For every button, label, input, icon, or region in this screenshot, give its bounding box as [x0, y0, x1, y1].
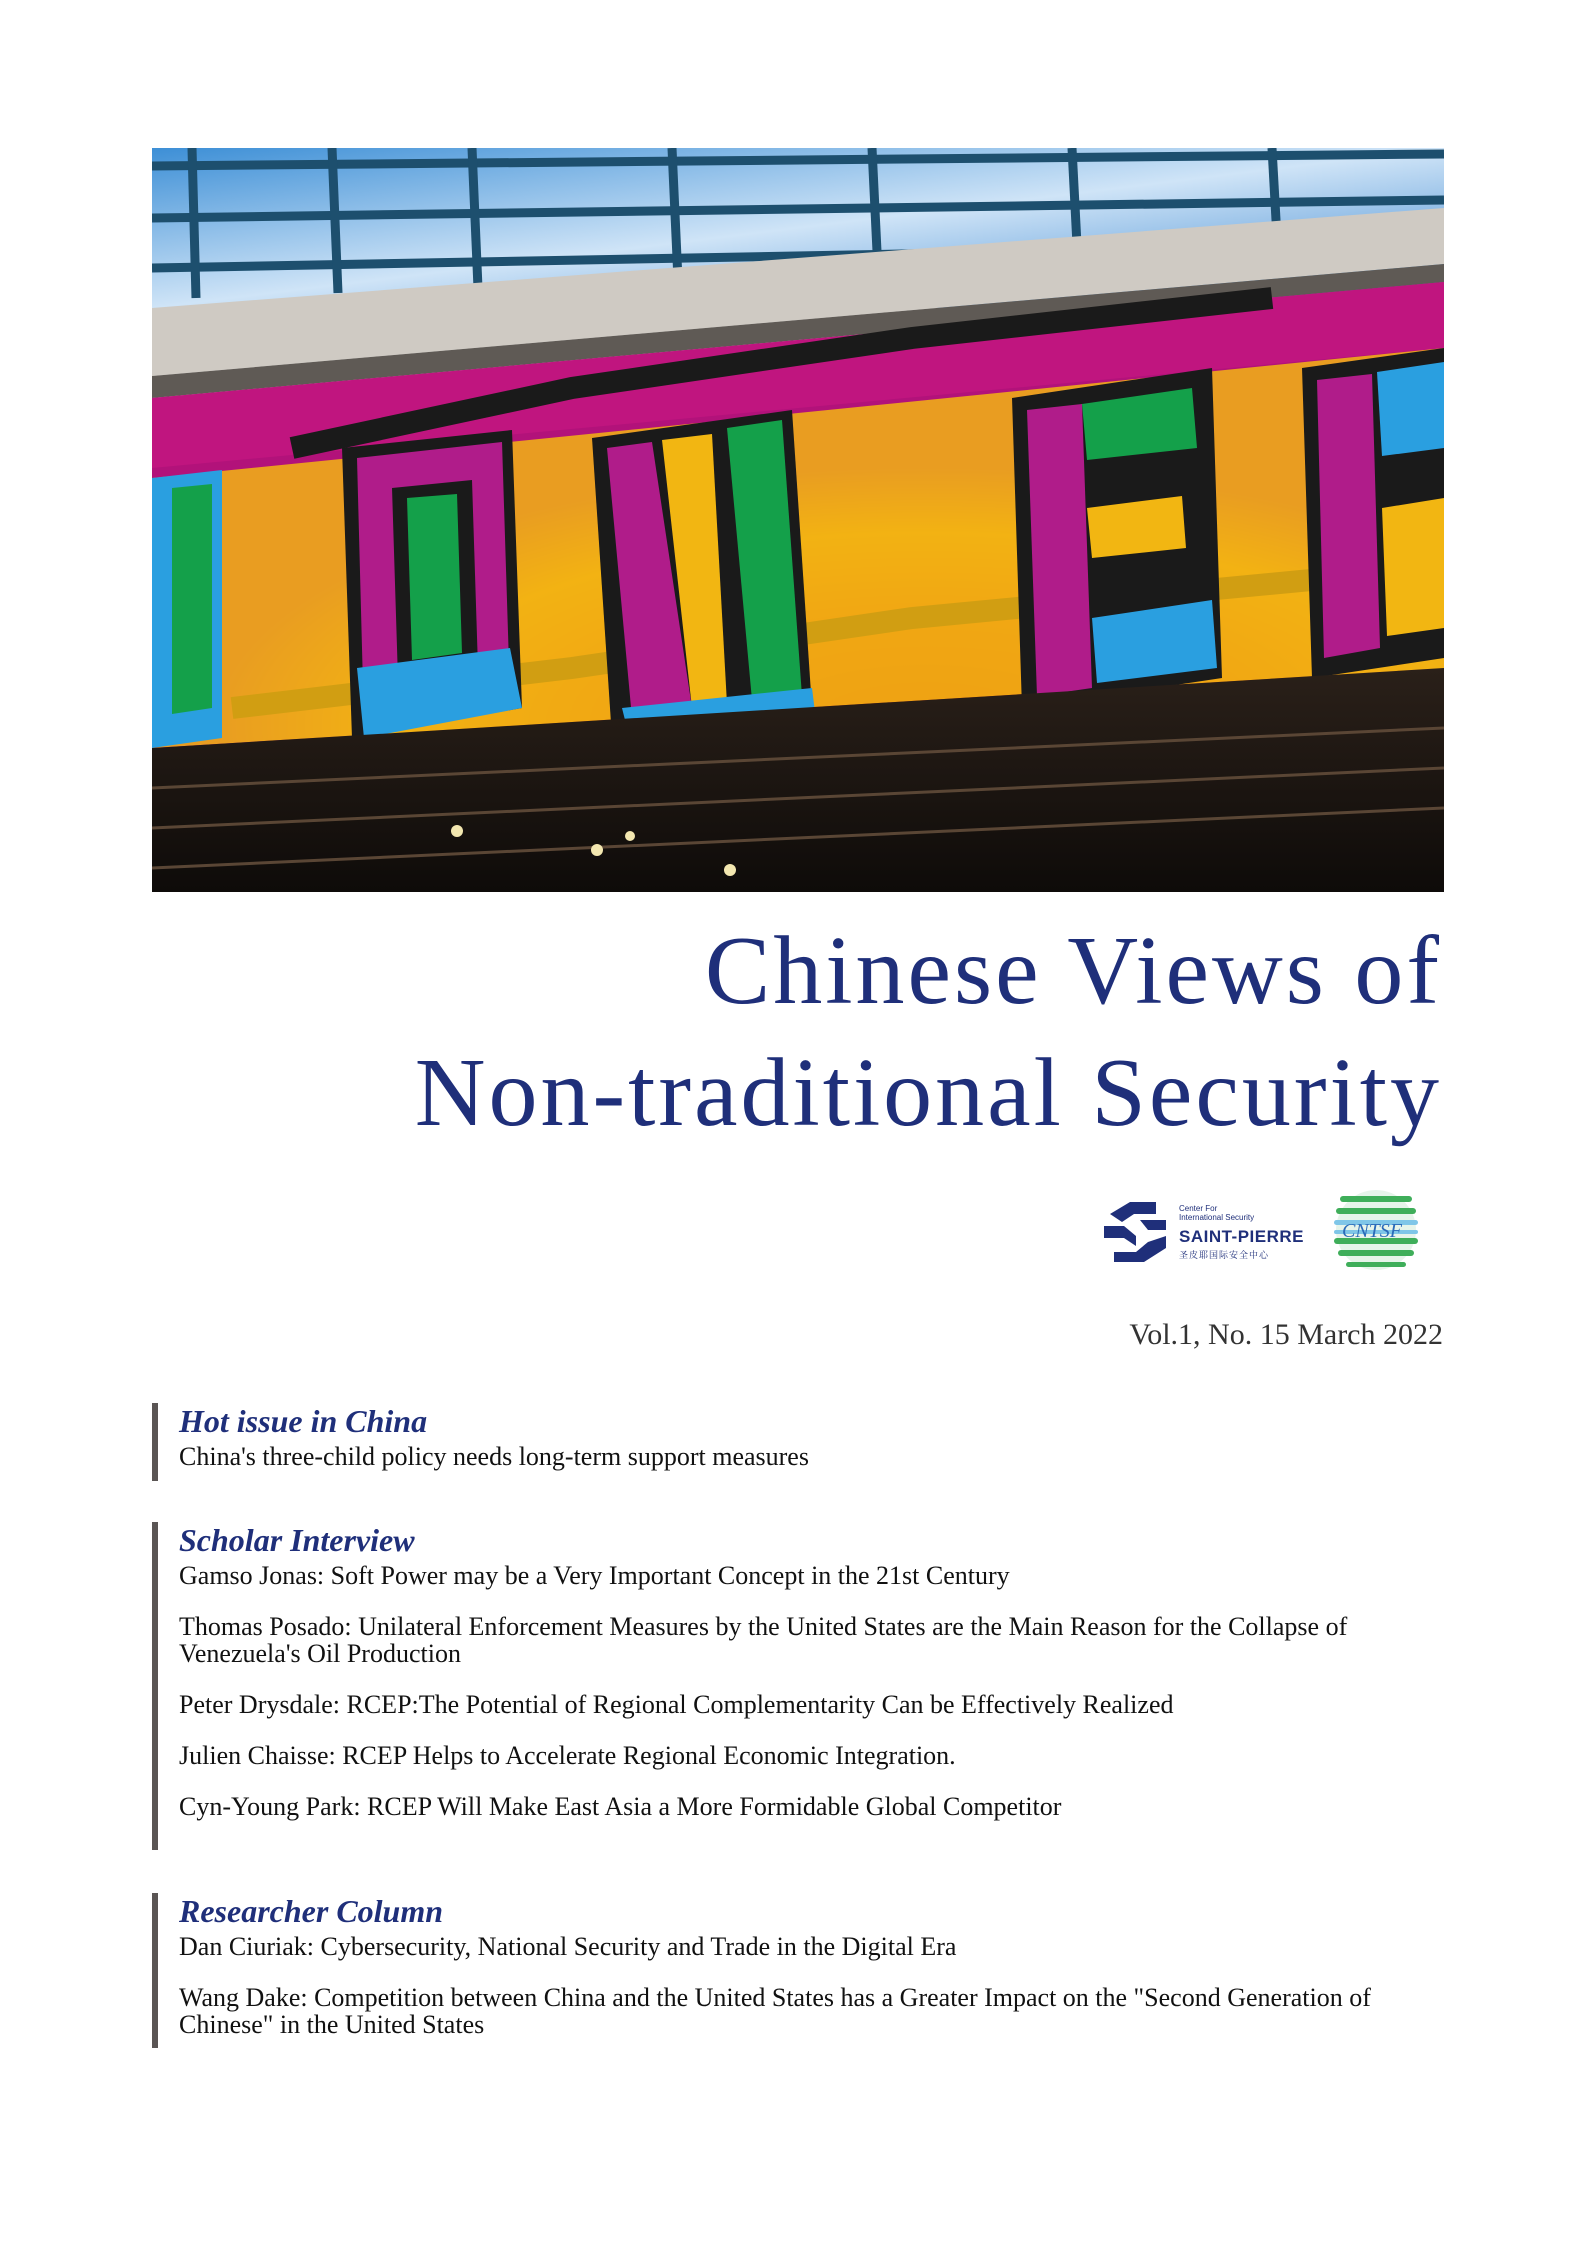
saint-pierre-subtitle — [1179, 1204, 1254, 1222]
section-heading: Hot issue in China — [179, 1403, 428, 1439]
issue-volume-date: Vol.1, No. 15 March 2022 — [1129, 1318, 1443, 1351]
article-link[interactable]: Gamso Jonas: Soft Power may be a Very Important Concept in the 21st Century — [179, 1561, 1010, 1590]
article-link[interactable]: Cyn-Young Park: RCEP Will Make East Asia a More Formidable Global Competitor — [179, 1792, 1062, 1821]
cover-image — [152, 148, 1444, 892]
article-link[interactable]: Thomas Posado: Unilateral Enforcement Measures by the United States are the Main Reason for the Collapse of Venezuela's Oil Production — [179, 1612, 1348, 1668]
saint-pierre-logo — [1100, 1190, 1320, 1270]
article-link[interactable]: Julien Chaisse: RCEP Helps to Accelerate Regional Economic Integration. — [179, 1741, 956, 1770]
cntsf-logo — [1332, 1186, 1444, 1274]
section-researcher-column — [152, 1893, 1429, 2048]
partner-logos — [1100, 1186, 1446, 1276]
saint-pierre-emblem-icon — [1100, 1196, 1170, 1266]
section-heading: Scholar Interview — [179, 1522, 415, 1558]
saint-pierre-name: SAINT-PIERRE — [1179, 1227, 1305, 1246]
publication-title — [415, 910, 1442, 1154]
article-link[interactable]: Wang Dake: Competition between China and the United States has a Greater Impact on the "Second Generation of Chinese" in the United States — [179, 1983, 1371, 2039]
title-line-1: Chinese Views of — [704, 917, 1442, 1025]
power-sign-illustration — [152, 148, 1444, 892]
article-link[interactable]: Peter Drysdale: RCEP:The Potential of Regional Complementarity Can be Effectively Realized — [179, 1690, 1174, 1719]
article-link[interactable]: China's three-child policy needs long-term support measures — [179, 1442, 809, 1471]
section-scholar-interview — [152, 1522, 1429, 1850]
saint-pierre-subtitle-line2: International Security — [1179, 1213, 1255, 1222]
cntsf-wordmark: CNTSF — [1342, 1220, 1403, 1242]
section-hot-issue — [152, 1403, 1429, 1481]
section-heading: Researcher Column — [179, 1893, 444, 1929]
saint-pierre-subtitle-line1: Center For — [1179, 1204, 1218, 1213]
article-link[interactable]: Dan Ciuriak: Cybersecurity, National Security and Trade in the Digital Era — [179, 1932, 957, 1961]
title-line-2: Non-traditional Security — [414, 1039, 1442, 1147]
saint-pierre-chinese-name: 圣皮耶国际安全中心 — [1179, 1251, 1270, 1261]
